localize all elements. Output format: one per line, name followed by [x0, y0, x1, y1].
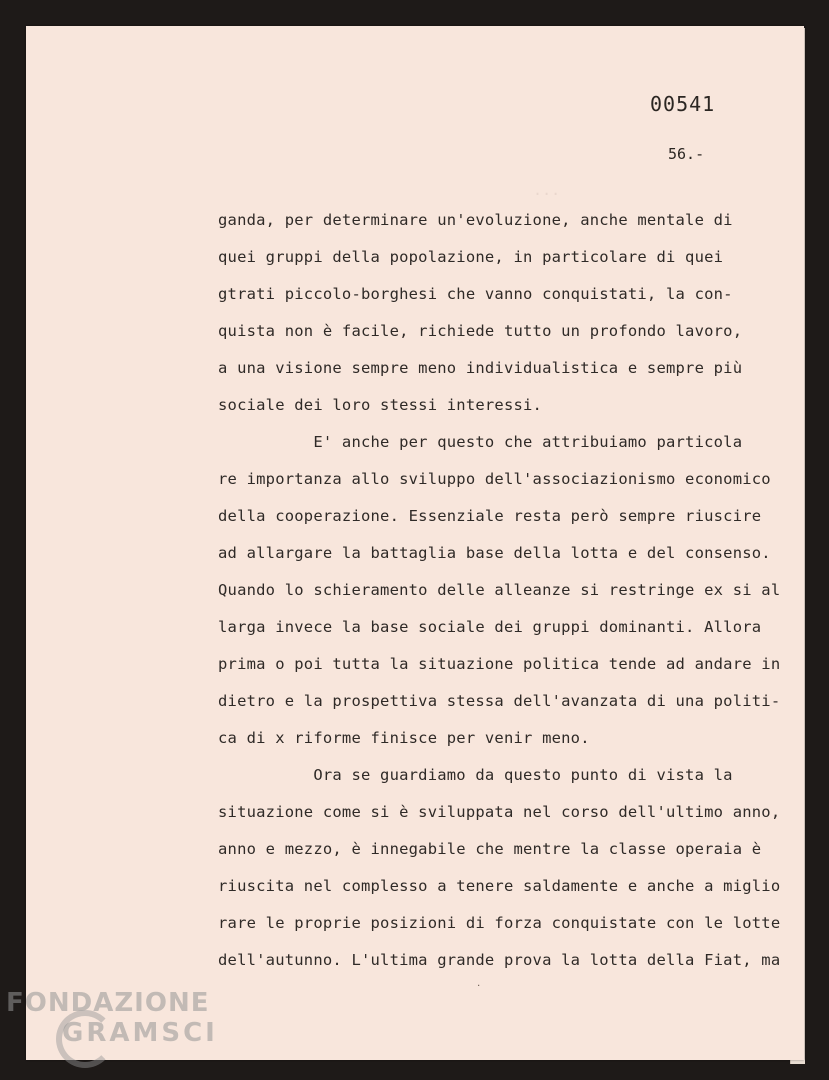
- text-line: situazione come si è sviluppata nel corso dell'ultimo anno,: [218, 803, 781, 821]
- text-line: dietro e la prospettiva stessa dell'avanzata di una politi-: [218, 692, 781, 710]
- text-line: rare le proprie posizioni di forza conquistate con le lotte: [218, 914, 781, 932]
- text-line: a una visione sempre meno individualistica e sempre più: [218, 359, 743, 377]
- archive-number: 00541: [650, 92, 716, 116]
- document-page: [26, 26, 804, 1060]
- page-number: 56.-: [668, 145, 705, 163]
- text-line: prima o poi tutta la situazione politica tende ad andare in: [218, 655, 781, 673]
- text-line: ca di x riforme finisce per venir meno.: [218, 729, 590, 747]
- text-line: gtrati piccolo-borghesi che vanno conquistati, la con-: [218, 285, 733, 303]
- watermark-line2: GRAMSCI: [62, 1018, 218, 1048]
- text-line: ad allargare la battaglia base della lotta e del consenso.: [218, 544, 771, 562]
- text-line: Quando lo schieramento delle alleanze si restringe ex si al: [218, 581, 781, 599]
- text-line: quei gruppi della popolazione, in particolare di quei: [218, 248, 724, 266]
- paper-speck: ˙: [475, 983, 483, 997]
- text-line: ganda, per determinare un'evoluzione, anche mentale di: [218, 211, 733, 229]
- watermark-line1: FONDAZIONE: [6, 988, 210, 1018]
- text-line: anno e mezzo, è innegabile che mentre la classe operaia è: [218, 840, 762, 858]
- watermark-g-icon: [56, 1010, 114, 1068]
- text-line: E' anche per questo che attribuiamo particola: [218, 433, 743, 451]
- text-line: riuscita nel complesso a tenere saldamente e anche a miglio: [218, 877, 781, 895]
- bleed-through-text: ...: [226, 181, 561, 199]
- text-line: quista non è facile, richiede tutto un profondo lavoro,: [218, 322, 743, 340]
- text-line: larga invece la base sociale dei gruppi dominanti. Allora: [218, 618, 762, 636]
- text-line: della cooperazione. Essenziale resta però sempre riuscire: [218, 507, 762, 525]
- text-line: sociale dei loro stessi interessi.: [218, 396, 543, 414]
- watermark-logo: [6, 990, 218, 1046]
- text-line: Ora se guardiamo da questo punto di vista la: [218, 766, 733, 784]
- text-line: dell'autunno. L'ultima grande prova la lotta della Fiat, ma: [218, 951, 781, 969]
- text-line: re importanza allo sviluppo dell'associazionismo economico: [218, 470, 771, 488]
